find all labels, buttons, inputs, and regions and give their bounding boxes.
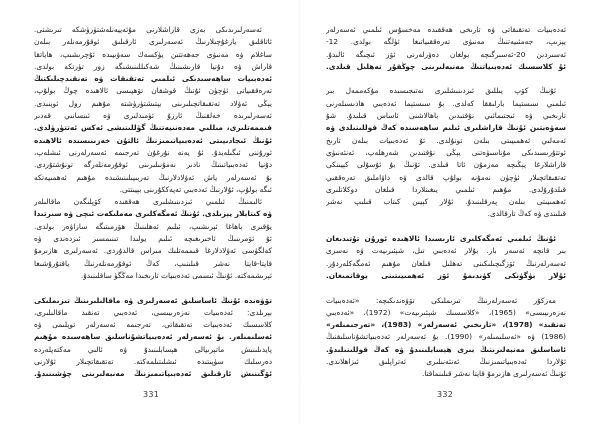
text-line: يېڭى ئەۋلاد تەتقىقاتچىلىرىنى يېتىشتۈرۈشتە مۇھىم رول ئوينىدى. bbox=[34, 98, 272, 108]
text-line: ئوتتۇرىسىدىكى مۇناسىۋەتنى يېڭى نۇقتىدىن شەرھلەپ، ئەنئەنىۋى bbox=[326, 147, 566, 157]
text-line: ئالىمنىڭ ئىلمىي ئىزدىنىشلىرى ھەققىدە كۆپلىگەن ماقالىلەر bbox=[34, 197, 262, 207]
text-line: قايتا-قايتا نەشر قىلىنىپ، كەڭ ئوقۇرمەنلەرنىڭ ياقتۇرۇشىغا bbox=[34, 258, 272, 268]
page-number-left: 331 bbox=[143, 390, 160, 399]
text-line: ئاساسلىق مەنبەلىرىنىڭ بىرى ھېسابلىنىدۇ ۋە كەڭ قوللىنىلىدۇ. bbox=[326, 344, 566, 354]
page-number-right: 332 bbox=[437, 390, 454, 399]
text-line: يۇقىرى باھاغا ئېرىشىپ، ئىلىم ئەھلىنىڭ ھۆرمىتىگە سازاۋەر بولدى. bbox=[34, 221, 272, 231]
text-line: ئېرىشمەكتە. ئۇنىڭ ئىسمى ئەدەبىيات تارىخىدا مەڭگۈ ساقلىنىدۇ. bbox=[80, 270, 272, 280]
text-line: دۇنيا ئەدەبىياتىنىڭ نادىر نەمۇنىلىرىنى ئوقۇرمەنلەرگە تونۇشتۇردى. bbox=[34, 160, 272, 170]
text-line: ئەسەرلىرىدە خەلقنىڭ ئارزۇ ئۈمىدلىرى ۋە ئىنسانىي قەدىر bbox=[34, 111, 272, 121]
text-line bbox=[34, 282, 272, 294]
text-line: ئىگە بولۇپ، ئۇلارنىڭ ئەدەبىي تەپەككۇرىنى بېيىتتى. bbox=[119, 184, 272, 194]
text-line: ئۇنىڭ ئىجادىيىتى ئەدەبىياتىمىزنىڭ ئالتۇن خەزىنىسىدە ئالاھىدە bbox=[34, 135, 272, 145]
text-line: ئەھمىيىتى بىلەن پەرقلىنىدۇ. ئۇلار كېيىن كىتاب قىلىپ نەشر bbox=[326, 197, 566, 207]
left-page bbox=[34, 24, 272, 404]
text-line: قىلدۇرۇلدى. مۇھىم ئىلمىي يىغىنلاردا قىلغان دوكلاتلىرى bbox=[326, 184, 566, 194]
text-line bbox=[326, 73, 566, 85]
text-line: ئۇنىڭ ئىلمىي ئەمگەكلىرى ئارىسىدا ئالاھىدە ئورۇن تۇتىدىغان bbox=[326, 234, 556, 244]
text-line: ۋە كىتابلار يېزىلدى. ئۇنىڭ ئەمگەكلىرى مەملىكەت ئىچى ۋە سىرتىدا bbox=[34, 209, 272, 219]
text-line: ئەدەبىيات ساھەسىدىكى ئىلمىي تەتقىقات ۋە تەنقىدچىلىكنىڭ bbox=[34, 74, 272, 84]
text-line: ئۇنىڭ كۆپ يىللىق ئىزدىنىشلىرى نەتىجىسىدە مۇكەممەل بىر bbox=[326, 86, 556, 96]
text-line: بىر قانچە ئەسەر بار. بۇلار ئەدەبىي تىل، شېئىرىيەت ۋە نەسرى bbox=[326, 246, 566, 256]
text-line: ئەمەلىي ئەھمىيىتى بىلەن تونۇلدى. ئۇ ئەدەبىيات بىلەن تارىخ bbox=[326, 135, 566, 145]
text-line: ئىلمىي سىستېما بارلىققا كەلدى. بۇ سىستېما ئەدەبىي ھادىسىلەرنى bbox=[326, 98, 566, 108]
text-line: ئەسەرلىرىدىكى بەزى قاراشلارنى مۇئەييەنلەشتۈرۈشكە تىرىشتى. bbox=[34, 25, 262, 34]
text-line: ئۇنىڭ ئەسەرلىرى ھازىرمۇ قايتا نەشر قىلىنماقتا. bbox=[421, 369, 566, 379]
right-page bbox=[326, 24, 566, 404]
text-line: كلاسسىك ئەدەبىيات تەتقىقاتى، تەرجىمە ئەسەرلەر توپلىمى ۋە bbox=[34, 320, 272, 330]
text-line: تۆۋەندە ئۇنىڭ ئاساسلىق ئەسەرلىرى ۋە ماقالىلىرىنىڭ تىزىملىكى bbox=[34, 295, 272, 305]
text-line: ئەسىردىن 20-ئەسىرگىچە بولغان دەۋرلەرنى ئۆز ئىچىگە ئالىدۇ. bbox=[326, 49, 566, 59]
text-line: (1986) ۋە «ئەسلىمىلەر» (1990). بۇ ئەسەرلەر ئەدەبىياتشۇناسلىقنىڭ bbox=[326, 332, 566, 342]
text-line: ئۇ كلاسسىك ئەدەبىياتنىڭ مەنبەلىرىنى چوڭقۇر تەھلىل قىلدى. bbox=[326, 61, 566, 71]
text-line: ئەسلىمىلەر. بۇ ئەسەرلەر ئەدەبىياتشۇناسلىق ساھەسىدە مۇھىم bbox=[34, 332, 272, 342]
text-line: تەرەققىياتى ئۈچۈن ئۇنىڭ قوشقان تۆھپىسى ئالاھىدە چوڭ بولۇپ، bbox=[34, 86, 272, 96]
text-line: نەزەرىيىسى» (1965)، «كلاسسىك شېئىرىيەت» (1972)، «ئەدەبىي bbox=[326, 307, 566, 317]
text-line: يېزىپ، جەمئىيەتنىڭ مەنىۋى تەرەققىياتىغا ئۈلگە بولدى. 12- bbox=[326, 37, 566, 47]
text-line: دەرسلىك سۈپىتىدە ئىشلىتىلمەكتە. تەتقىقاتچىلار ئۇلارنى bbox=[34, 357, 272, 367]
text-line: قاراش ۋە دۇنيا قارىشىنىڭ شەكىللىنىشىگە زور تۈرتكە بولدى. bbox=[34, 61, 272, 71]
book-spine bbox=[299, 0, 301, 424]
text-line: ئەدەبىيات تەتقىقاتى ۋە تارىخى ھەققىدە مەخسۇس ئىلمىي ئەسەرلەر bbox=[326, 25, 566, 34]
text-line: ساغلام ۋە مەنىۋى جەھەتتىن يۈكسەك سەۋىيىدە ئۇچرىشىپ، ھاياتقا bbox=[34, 49, 272, 59]
text-line: تەتقىقاتچىلار ئۈچۈن نەمۇنە بولۇپ قالدى ۋە داۋاملىق تەرەققىي bbox=[326, 172, 566, 182]
text-line: كەلگۈسى ئەۋلادلارغا قىممەتلىك مىراس قالدۇردى. ئەسەرلىرى ھازىرمۇ bbox=[34, 246, 272, 256]
text-line: مەزكۇر ئەسەرلەرنىڭ تىزىملىكى تۆۋەندىكىچە: «ئەدەبىيات bbox=[326, 295, 556, 305]
text-line: قىلىندى ۋە كەڭ تارقالدى. bbox=[487, 209, 566, 219]
text-line: تەنقىد» (1978)، «تارىخىي ئەسەرلەر» (1983)، «تەرجىمىلەر» bbox=[326, 320, 566, 330]
text-line: تارىخىي ۋە ئىجتىمائىي نۇقتىدىن باھالاشنى ئاساس قىلىدۇ. شۇ bbox=[326, 111, 566, 121]
text-line: بۇ ئەسەرلەر ياش ئەۋلادلارنىڭ تەربىيىلىنىشىدە مۇھىم ئەھمىيەتكە bbox=[34, 172, 272, 182]
text-line bbox=[326, 282, 566, 294]
text-line: ئورۇننى ئىگىلەيدۇ. ئۇ يەنە نۇرغۇن تەرجىمە ئەسەرلەرنى ئىشلەپ، bbox=[34, 147, 272, 157]
text-line: ئۇلاردا ئەدەبىياتىمىزنىڭ ئەنئەنىلىرى ئەتراپلىق ئىزاھلاندى. bbox=[326, 357, 566, 367]
text-line: ئاتاقلىق يازغۇچىلارنىڭ ئەسەرلىرى ئارقىلىق ئوقۇرمەنلەر بىلەن bbox=[34, 37, 272, 47]
text-line: ئۆگىنىش ئارقىلىق ئەدەبىياتىمىزنىڭ مەنبەلىرىنى چۈشىنىدۇ. bbox=[34, 369, 272, 379]
text-line: بېرىلدى: ئەدەبىيات نەزەرىيىسى، ئەدەبىي تەنقىد ماقالىلىرى، bbox=[34, 307, 272, 317]
text-line: قاراشلارغا يېڭىچە مەزمۇن ئاتا قىلدى. ئۇنىڭ بۇ ئۇسۇلى كېيىنكى bbox=[326, 160, 566, 170]
text-line bbox=[326, 221, 566, 233]
text-line: ئۇ ئۆمرىنىڭ ئاخىرىغىچە ئىلىم يولىدا تىنىمسىز ئىزدەندى ۋە bbox=[34, 234, 272, 244]
text-line: ئۇلار بۈگۈنكى كۈندىمۇ ئۆز ئەھمىيىتىنى يوقاتمىغان. bbox=[326, 270, 566, 280]
text-line: پايدىلىنىش ماتېرىيالى ھېسابلىنىدۇ ۋە ئالىي مەكتەپلەردە bbox=[34, 344, 272, 354]
text-line: ئەسەرلەرنىڭ ئۆزگىچىلىكىنى تەھلىل قىلغان مۇھىم ئەمگەكلەردۇر. bbox=[326, 258, 566, 268]
text-line: قىممەتلىرى، مىللىي مەدەنىيەتنىڭ گۈللىنىشى ئەكس ئەتتۈرۈلدى. bbox=[34, 123, 272, 133]
text-line: سەۋەبتىن ئۇنىڭ قاراشلىرى ئىلىم ساھەسىدە كەڭ قوللىنىلدى ۋە bbox=[326, 123, 566, 133]
